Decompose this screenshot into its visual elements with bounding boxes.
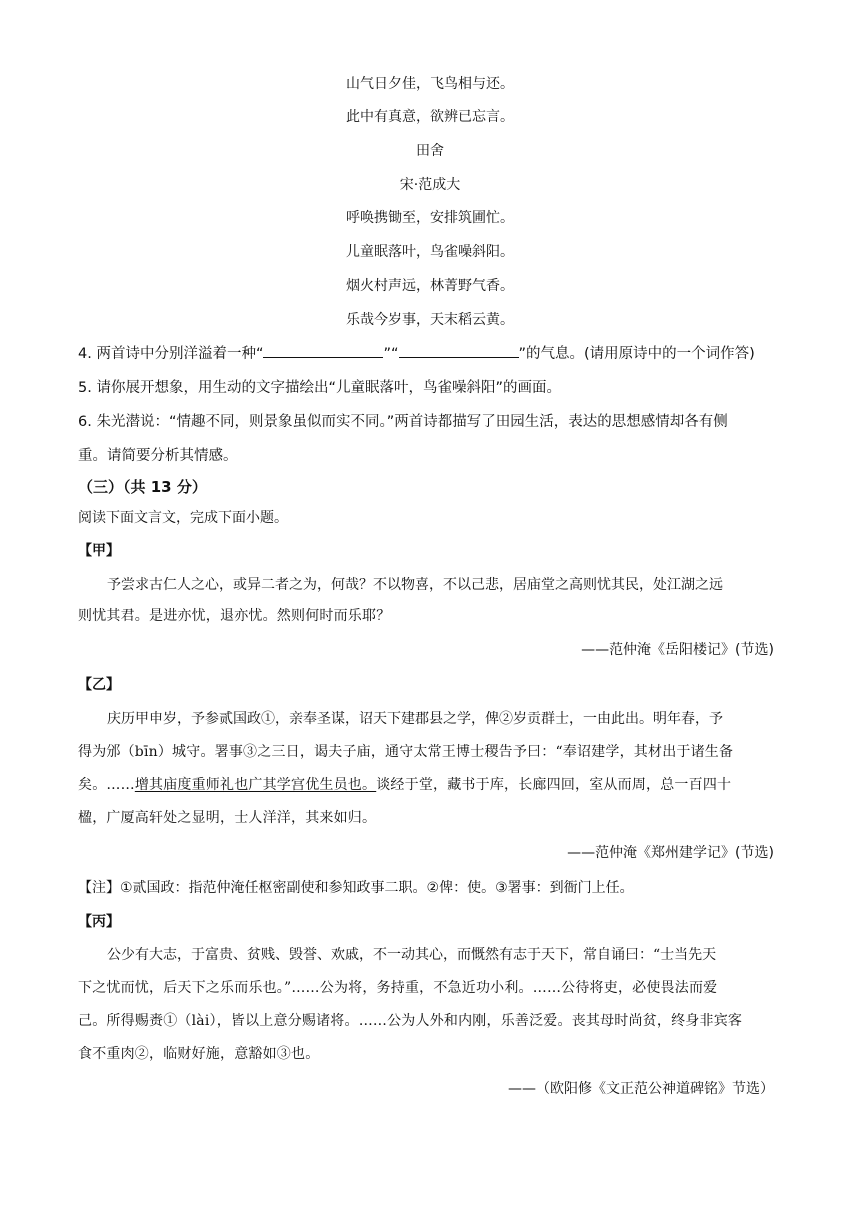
underlined-sentence: 增其庙度重师礼也广其学宫优生员也。 [134,777,377,793]
answer-blank-1[interactable] [263,345,383,358]
passage-jia-label: 【甲】 [78,543,120,559]
question-5: 5. 请你展开想象，用生动的文字描绘出“儿童眠落叶，鸟雀噪斜阳”的画面。 [78,380,561,396]
poem2-line-4: 乐哉今岁事，天末稻云黄。 [346,312,514,328]
passage-yi-label: 【乙】 [78,677,120,693]
passage-yi-line-1: 庆历甲申岁，予参贰国政①，亲奉圣谋，诏天下建郡县之学，俾②岁贡群士，一由此出。明年春，予 [107,711,723,727]
passage-jia-line-1: 予尝求古仁人之心，或异二者之为，何哉？不以物喜，不以己悲，居庙堂之高则忧其民，处江湖之远 [107,577,723,593]
passage-yi-line-3 [78,775,731,795]
passage-yi-notes: 【注】①贰国政：指范仲淹任枢密副使和参知政事二职。②俾：使。③署事：到衙门上任。 [78,880,634,896]
poem2-line-1: 呼唤携锄至，安排筑圃忙。 [346,210,514,226]
passage-bing-line-4: 食不重肉②，临财好施，意豁如③也。 [78,1046,320,1062]
question-4-suffix: ”的气息。(请用原诗中的一个词作答) [518,346,755,362]
question-4-prefix: 4. 两首诗中分别洋溢着一种“ [78,346,264,362]
poem2-line-3: 烟火村声远，林菁野气香。 [346,278,514,294]
passage-yi-source: ——范仲淹《郑州建学记》(节选) [567,845,774,861]
poem1-line-1: 山气日夕佳，飞鸟相与还。 [346,76,514,92]
poem2-author: 宋·范成大 [399,177,461,193]
passage-jia-source: ——范仲淹《岳阳楼记》(节选) [581,642,774,658]
section-heading: （三）（共 13 分） [78,478,207,496]
question-6-line-2: 重。请简要分析其情感。 [78,448,238,464]
poem2-line-2: 儿童眠落叶，鸟雀噪斜阳。 [346,244,514,260]
section-instruction: 阅读下面文言文，完成下面小题。 [78,510,288,526]
passage-yi-line-3-start: 矣。…… [78,777,135,793]
question-4 [78,344,755,364]
passage-yi-line-3-end: 谈经于堂，藏书于库，长廊四回，室从而周，总一百四十 [376,777,732,793]
poem2-title: 田舍 [416,143,444,159]
answer-blank-2[interactable] [399,345,519,358]
passage-bing-source: ——（欧阳修《文正范公神道碑铭》节选） [508,1081,774,1097]
passage-jia-line-2: 则忧其君。是进亦忧，退亦忧。然则何时而乐耶？ [78,608,391,624]
passage-bing-line-3: 己。所得赐赉①（lài），皆以上意分赐诸将。……公为人外和内刚，乐善泛爱。丧其母时尚贫，终身非宾客 [78,1013,743,1029]
passage-bing-line-1: 公少有大志，于富贵、贫贱、毁誉、欢戚，不一动其心，而慨然有志于天下，常自诵曰：“士当先天 [107,947,717,963]
passage-yi-line-2: 得为邠（bīn）城守。署事③之三日，谒夫子庙，通守太常王博士稷告予曰：“奉诏建学，其材出于诸生备 [78,744,734,760]
passage-yi-line-4: 楹，广厦高轩处之显明，士人洋洋，其来如归。 [78,810,377,826]
question-4-mid: ”“ [383,346,399,362]
passage-bing-label: 【丙】 [78,914,120,930]
question-6-line-1: 6. 朱光潜说：“情趣不同，则景象虽似而实不同。”两首诗都描写了田园生活，表达的思想感情却各有侧 [78,414,728,430]
poem1-line-2: 此中有真意，欲辨已忘言。 [346,109,514,125]
passage-bing-line-2: 下之忧而忧，后天下之乐而乐也。”……公为将，务持重，不急近功小利。……公待将吏，必使畏法而爱 [78,980,718,996]
